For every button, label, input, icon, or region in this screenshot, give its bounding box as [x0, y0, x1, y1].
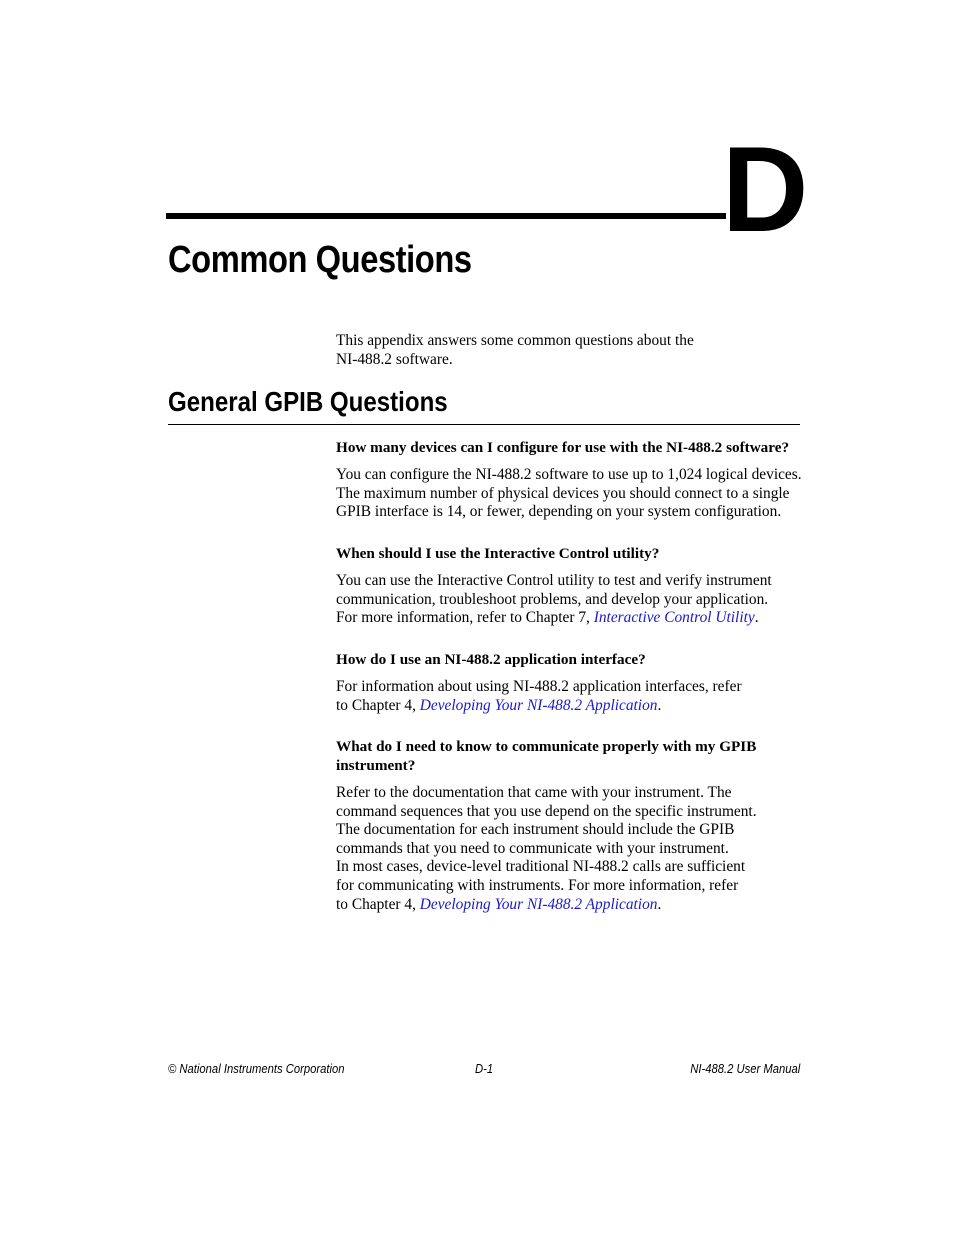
faq-question: How many devices can I configure for use with the NI-488.2 software? [336, 439, 790, 456]
section-heading: General GPIB Questions [168, 386, 448, 417]
intro-paragraph [336, 332, 804, 369]
answer-line: The documentation for each instrument should include the GPIB [336, 821, 735, 839]
reference-suffix: . [754, 609, 759, 627]
chapter-7-link[interactable]: Interactive Control Utility [593, 609, 755, 627]
chapter-4-link[interactable]: Developing Your NI-488.2 Application [419, 696, 658, 714]
reference-suffix: . [657, 696, 662, 714]
reference-text: to Chapter 4, [336, 895, 420, 913]
faq-item [336, 737, 804, 775]
answer-line [336, 609, 804, 628]
answer-line: command sequences that you use depend on the specific instrument. [336, 802, 757, 820]
faq-answer [336, 466, 804, 522]
intro-line: NI-488.2 software. [336, 350, 453, 368]
answer-line: In most cases, device-level traditional NI-488.2 calls are sufficient [336, 858, 746, 876]
footer-page-number: D-1 [475, 1062, 494, 1076]
faq-question: How do I use an NI-488.2 application interface? [336, 651, 646, 668]
faq-item [336, 650, 804, 669]
faq-answer [336, 572, 804, 628]
faq-answer [336, 784, 804, 914]
answer-line: commands that you need to communicate with your instrument. [336, 839, 729, 857]
reference-text: For more information, refer to Chapter 7, [336, 609, 594, 627]
answer-line: The maximum number of physical devices you should connect to a single [336, 484, 790, 502]
faq-item [336, 544, 804, 563]
reference-suffix: . [657, 895, 662, 913]
answer-line: You can use the Interactive Control utility to test and verify instrument [336, 572, 772, 589]
answer-line [336, 896, 804, 915]
answer-line: You can configure the NI-488.2 software to use up to 1,024 logical devices. [336, 466, 802, 483]
answer-line: for communicating with instruments. For more information, refer [336, 876, 739, 894]
faq-answer [336, 678, 804, 715]
appendix-letter: D [722, 121, 807, 257]
page-title: Common Questions [168, 239, 472, 281]
faq-question: instrument? [336, 757, 416, 774]
faq-item [336, 438, 804, 457]
reference-text: to Chapter 4, [336, 696, 420, 714]
faq-question: When should I use the Interactive Control utility? [336, 545, 660, 562]
answer-line: communication, troubleshoot problems, and develop your application. [336, 590, 769, 608]
footer-copyright: © National Instruments Corporation [168, 1062, 345, 1076]
chapter-4-link[interactable]: Developing Your NI-488.2 Application [419, 895, 658, 913]
intro-line: This appendix answers some common questions about the [336, 332, 694, 349]
answer-line: Refer to the documentation that came with your instrument. The [336, 784, 732, 801]
faq-question: What do I need to know to communicate properly with my GPIB [336, 738, 757, 755]
footer-manual-title: NI-488.2 User Manual [689, 1062, 800, 1076]
chapter-rule [166, 213, 726, 219]
answer-line: For information about using NI-488.2 application interfaces, refer [336, 678, 742, 695]
section-rule [168, 424, 800, 425]
answer-line [336, 697, 804, 716]
answer-line: GPIB interface is 14, or fewer, depending on your system configuration. [336, 503, 782, 521]
